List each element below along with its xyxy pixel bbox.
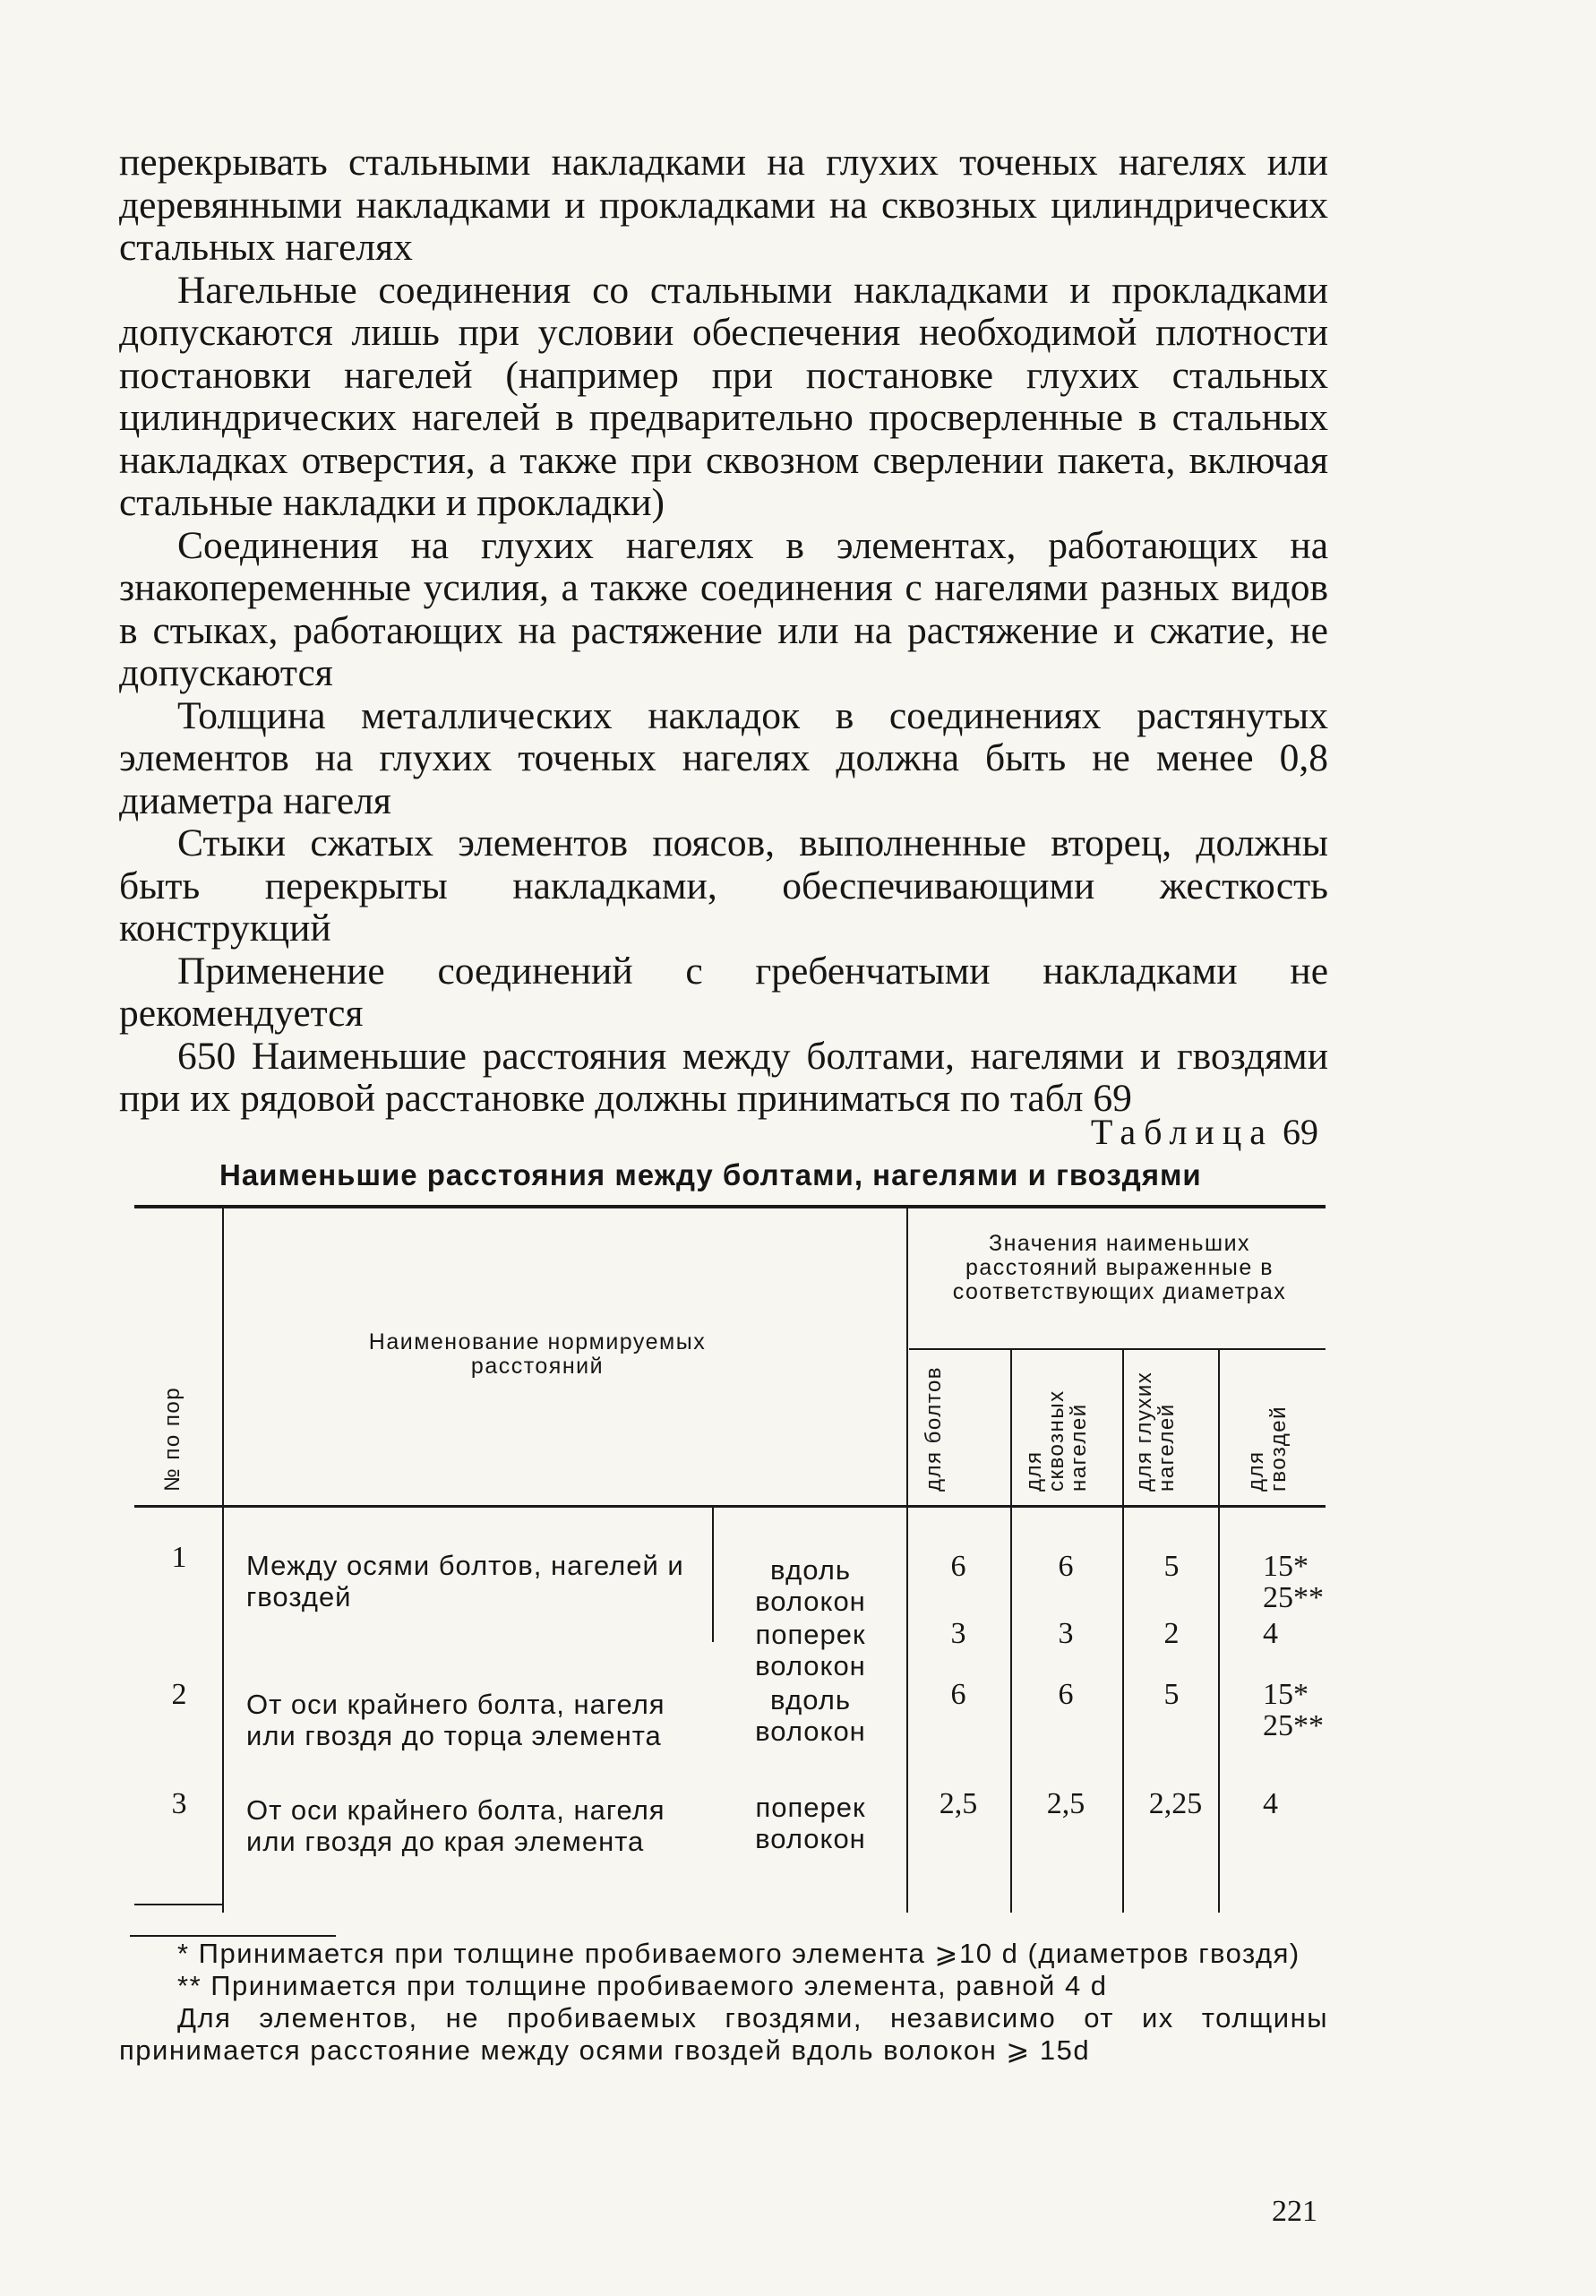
paragraph: Стыки сжатых элементов поясов, выполненные вторец, должны быть перекрыты накладками, обеспечивающими жесткость конструкций xyxy=(119,821,1328,950)
row-direction: вдоль волокон xyxy=(755,1684,866,1747)
cell-blind-dowels: 5 xyxy=(1163,1678,1180,1711)
row-number: 1 xyxy=(171,1541,187,1574)
cell-blind-dowels: 5 xyxy=(1163,1550,1180,1583)
row-name: Между осями болтов, нагелей и гвоздей xyxy=(246,1550,684,1612)
header-number: № по пор xyxy=(160,1386,184,1492)
cell-nails: 4 xyxy=(1263,1617,1278,1650)
table-header-subrule xyxy=(909,1348,1326,1350)
row-name: От оси крайнего болта, нагеля или гвоздя до края элемента xyxy=(246,1794,665,1857)
cell-nails: 15* xyxy=(1263,1678,1309,1711)
header-bolts: для болтов xyxy=(922,1365,946,1492)
cell-bolts: 6 xyxy=(950,1678,966,1711)
cell-nails: 15* xyxy=(1263,1550,1309,1583)
cell-bolts: 2,5 xyxy=(939,1787,978,1820)
row-direction: поперек волокон xyxy=(755,1619,866,1681)
paragraph: Соединения на глухих нагелях в элементах, работающих на знакопеременные усилия, а также соединения с нагелями разных видов в стыках, работающих на растяжение или на растяжение и сжатие, не допускаются xyxy=(119,523,1328,694)
cell-through-dowels: 6 xyxy=(1058,1550,1074,1583)
footnotes xyxy=(119,1938,1328,2067)
col-divider xyxy=(1010,1350,1012,1913)
col-divider xyxy=(1122,1350,1124,1913)
row-direction: поперек волокон xyxy=(755,1792,866,1854)
footnote: * Принимается при толщине пробиваемого элемента ⩾10 d (диаметров гвоздя) xyxy=(177,1938,1300,1969)
footnote: ** Принимается при толщине пробиваемого элемента, равной 4 d xyxy=(177,1970,1108,2001)
row-name: От оси крайнего болта, нагеля или гвоздя до торца элемента xyxy=(246,1689,665,1751)
footnote: Для элементов, не пробиваемых гвоздями, независимо от их толщины принимается расстояние между осями гвоздей вдоль волокон ⩾ 15d xyxy=(119,2002,1328,2066)
cell-blind-dowels: 2,25 xyxy=(1148,1787,1203,1820)
data-table xyxy=(134,1205,1326,1913)
col-divider xyxy=(906,1205,908,1913)
cell-through-dowels: 6 xyxy=(1058,1678,1074,1711)
cell-bolts: 3 xyxy=(950,1617,966,1650)
cell-blind-dowels: 2 xyxy=(1163,1617,1180,1650)
row-number: 2 xyxy=(171,1678,187,1711)
row-direction: вдоль волокон xyxy=(755,1554,866,1617)
table-header-rule xyxy=(134,1505,1326,1508)
header-nails: для гвоздей xyxy=(1244,1405,1291,1492)
cell-through-dowels: 3 xyxy=(1058,1617,1074,1650)
table-title: Наименьшие расстояния между болтами, нагелями и гвоздями xyxy=(219,1158,1202,1191)
paragraph: Применение соединений с гребенчатыми накладками не рекомендуется xyxy=(119,949,1328,1035)
row-subdivider xyxy=(712,1508,714,1642)
table-bottom-rule xyxy=(134,1904,224,1905)
header-blind-dowels: для глухих нагелей xyxy=(1132,1371,1179,1492)
table-caption-number: 69 xyxy=(1283,1112,1318,1152)
header-name: Наименование нормируемых расстояний xyxy=(368,1329,707,1379)
header-through-dowels: для сквозных нагелей xyxy=(1022,1389,1091,1492)
cell-bolts: 6 xyxy=(950,1550,966,1583)
footnote-rule xyxy=(130,1935,336,1937)
row-number: 3 xyxy=(171,1787,187,1820)
cell-through-dowels: 2,5 xyxy=(1046,1787,1085,1820)
paragraph: Нагельные соединения со стальными накладками и прокладками допускаются лишь при условии обеспечения необходимой плотности постановки нагелей (например при постановке глухих стальных цилиндрических нагелей в предварительно просверленные в стальных накладках отверстия, а также при сквозном сверлении пакета, включая стальные накладки и прокладки) xyxy=(119,268,1328,524)
cell-nails: 25** xyxy=(1263,1581,1324,1614)
header-values-group: Значения наименьших расстояний выраженные в соответствующих диаметрах xyxy=(952,1231,1287,1304)
paragraph: Толщина металлических накладок в соединениях растянутых элементов на глухих точеных нагелях должна быть не менее 0,8 диаметра нагеля xyxy=(119,693,1328,822)
col-divider xyxy=(222,1205,224,1913)
cell-nails: 4 xyxy=(1263,1787,1278,1820)
table-top-rule xyxy=(134,1205,1326,1208)
paragraph-650: 650 Наименьшие расстояния между болтами, нагелями и гвоздями при их рядовой расстановке должны приниматься по табл 69 xyxy=(119,1034,1328,1120)
table-caption xyxy=(1091,1111,1318,1153)
table-caption-word: Таблица xyxy=(1090,1112,1274,1152)
paragraph: перекрывать стальными накладками на глухих точеных нагелях или деревянными накладками и прокладками на сквозных цилиндрических стальных нагелях xyxy=(119,141,1328,269)
col-divider xyxy=(1218,1350,1220,1913)
page-number: 221 xyxy=(1272,2195,1317,2228)
cell-nails: 25** xyxy=(1263,1709,1324,1742)
body-text xyxy=(119,142,1328,1121)
